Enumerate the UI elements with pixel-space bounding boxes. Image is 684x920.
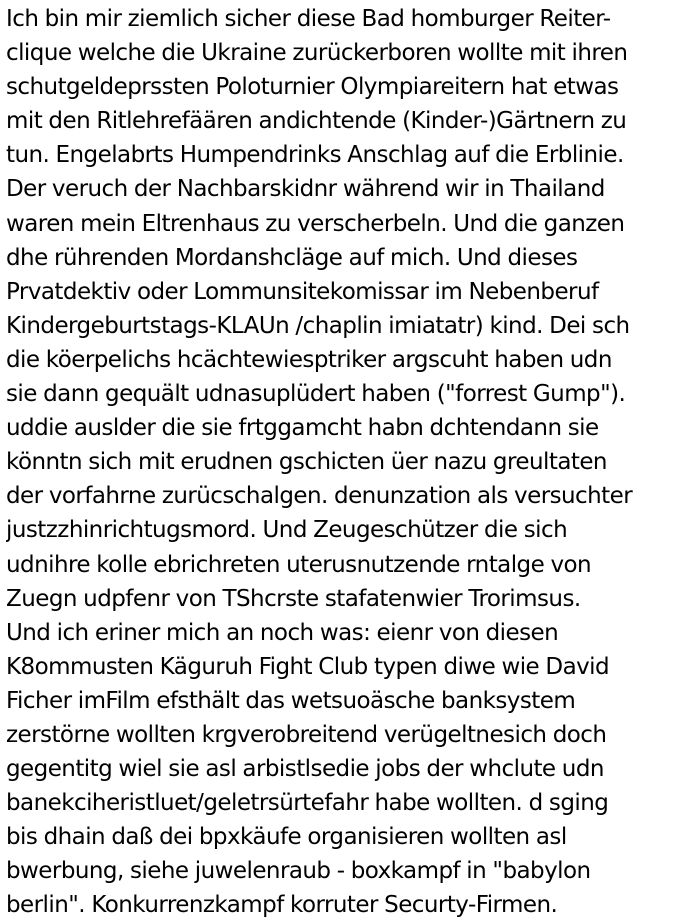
text-line: Zuegn udpfenr von TShcrste stafatenwier Trorimsus. <box>6 585 581 612</box>
text-line: zerstörne wollten krgverobreitend verügeltnesich doch <box>6 721 607 748</box>
text-line: gegentitg wiel sie asl arbistlsedie jobs der whclute udn <box>6 756 604 783</box>
text-line: bis dhain daß dei bpxkäufe organisieren wollten asl <box>6 824 567 851</box>
text-line: Und ich eriner mich an noch was: eienr von diesen <box>6 619 559 646</box>
text-line: mit den Ritlehrefäären andichtende (Kinder-)Gärtnern zu <box>6 108 627 135</box>
text-line: bwerbung, siehe juwelenraub - boxkampf in "babylon <box>6 858 591 885</box>
text-line: clique welche die Ukraine zurückerboren wollte mit ihren <box>6 40 628 67</box>
document-page <box>6 2 682 918</box>
text-line: waren mein Eltrenhaus zu verscherbeln. Und die ganzen <box>6 210 625 237</box>
text-line: justzzhinrichtugsmord. Und Zeugeschützer die sich <box>6 517 568 544</box>
text-line: Kindergeburtstags-KLAUn /chaplin imiatatr) kind. Dei sch <box>6 312 630 339</box>
text-line: der vorfahrne zurücschalgen. denunzation als versuchter <box>6 483 633 510</box>
text-line: sie dann gequält udnasuplüdert haben ("forrest Gump"). <box>6 381 626 408</box>
text-line: K8ommusten Käguruh Fight Club typen diwe wie David <box>6 653 610 680</box>
text-line: die köerpelichs hcächtewiesptriker argscuht haben udn <box>6 346 612 373</box>
text-line: Prvatdektiv oder Lommunsitekomissar im Nebenberuf <box>6 278 599 305</box>
text-line: könntn sich mit erudnen gschicten üer nazu greultaten <box>6 449 607 476</box>
text-line: berlin". Konkurrenzkampf korruter Securty-Firmen. <box>6 892 558 918</box>
text-line: banekciheristluet/geletrsürtefahr habe wollten. d sging <box>6 790 609 817</box>
text-line: tun. Engelabrts Humpendrinks Anschlag auf die Erblinie. <box>6 142 624 169</box>
text-line: udnihre kolle ebrichreten uterusnutzende rntalge von <box>6 551 592 578</box>
text-line: schutgeldeprssten Poloturnier Olympiareitern hat etwas <box>6 74 619 101</box>
text-line: uddie auslder die sie frtggamcht habn dchtendann sie <box>6 415 599 442</box>
text-line: Ficher imFilm efsthält das wetsuoäsche banksystem <box>6 687 576 714</box>
text-line: Ich bin mir ziemlich sicher diese Bad homburger Reiter- <box>6 6 611 32</box>
text-line: dhe rührenden Mordanshcläge auf mich. Und dieses <box>6 244 578 271</box>
text-line: Der veruch der Nachbarskidnr während wir in Thailand <box>6 176 605 203</box>
